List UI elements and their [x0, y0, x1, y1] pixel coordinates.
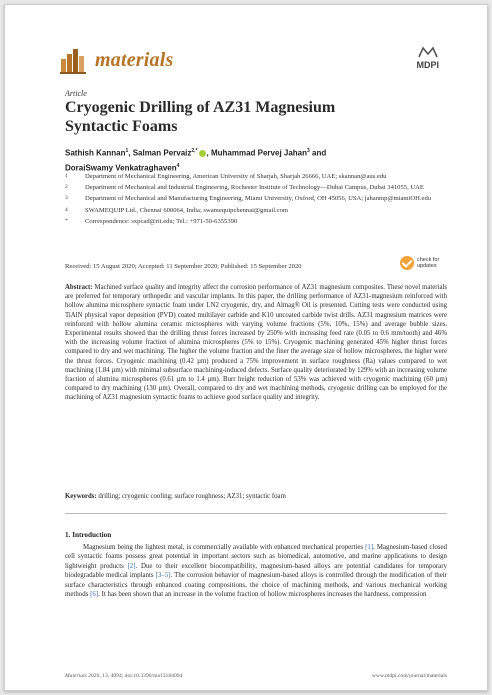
correspondence [65, 217, 445, 226]
affiliation-text: Department of Mechanical and Manufacturing Engineering, Miami University, Oxford, OH 45056, USA; jahanmp@miamiOH.edu [85, 195, 432, 203]
reference-link[interactable]: [1] [365, 544, 374, 551]
affiliation-number: 4 [65, 206, 68, 213]
author-name[interactable]: DoraiSwamy Venkatraghaven [65, 163, 177, 173]
affiliation-text: Correspondence: sxpcad@rit.edu; Tel.: +971-50-6355390 [85, 217, 238, 225]
paper-title: Cryogenic Drilling of AZ31 Magnesium Syntactic Foams [65, 99, 336, 135]
intro-text: . The corrosion behavior of magnesium-based alloys is controlled through the modification of their surface characteristics through enhanced coating compositions, the choice of machining methods, and various mechanical working methods [65, 572, 447, 599]
intro-text: . Magnesium-based closed cell syntactic foams possess great potential in important sectors such as biomedical, automotive, and marine applications to design lightweight products [65, 544, 447, 570]
article-type: Article [65, 89, 87, 98]
affiliation-text: Department of Mechanical and Industrial Engineering, Rochester Institute of Technology—Dubai Campus, Dubai 341055, UAE [85, 184, 424, 192]
author-name[interactable]: Salman Pervaiz [132, 148, 192, 158]
intro-text: . Due to their excellent biocompatibility, magnesium-based alloys are potential candidates for temporary biodegradable medical implants [65, 562, 447, 580]
publisher-name: MDPI [416, 60, 439, 70]
author-list: Sathish Kannan$^1$, Salman Pervaiz$^{2,*}$ , Muhammad Pervej Jahan$^3$ and DoraiSwamy Venkatraghaven$^4$ [65, 148, 327, 173]
journal-logo [59, 45, 173, 75]
checkmark-icon [400, 256, 414, 270]
orcid-icon[interactable] [199, 150, 206, 157]
affiliation-number: 3 [65, 195, 68, 202]
mdpi-logo [417, 45, 440, 70]
journal-url[interactable]: www.mdpi.com/journal/materials [371, 673, 447, 679]
citation-details: 2020, 13, 4094; doi:10.3390/ma13184094 [88, 673, 183, 679]
affiliation-text: Department of Mechanical Engineering, American University of Sharjah, Sharjah 26666, UAE; skannan@aus.edu [85, 173, 387, 180]
affiliation [65, 172, 445, 181]
journal-name: materials [95, 48, 174, 71]
affiliation-number: 2 [65, 184, 68, 191]
reference-link[interactable]: [6] [90, 591, 99, 599]
citation [65, 673, 182, 679]
affiliation-list [65, 172, 445, 228]
affiliation [65, 194, 445, 203]
abstract-label: Abstract: [65, 284, 93, 291]
affiliation-number: * [65, 217, 68, 224]
introduction-paragraph [65, 543, 447, 599]
intro-text: . It has been shown that an increase in the volume fraction of hollow microspheres increases the hardness, compression [98, 591, 427, 599]
author-sup: 4 [176, 162, 180, 169]
reference-link[interactable]: [3–5] [155, 572, 171, 580]
author-sup: 1 [125, 148, 129, 154]
author-sup: 2,* [191, 148, 198, 154]
affiliation-number: 1 [65, 173, 68, 179]
paper-page [4, 4, 488, 691]
author-name[interactable]: Muhammad Pervej Jahan [210, 148, 308, 158]
abstract [65, 283, 447, 403]
affiliation-text: SWAMEQUIP Ltd., Chennai 600064, India; swamequipchennai@gmail.com [85, 206, 289, 214]
keywords-label: Keywords: [65, 493, 97, 500]
abstract-text: Machined surface quality and integrity affect the corrosion performance of AZ31 magnesium composites. These novel materials are preferred for temporary orthopedic and vascular implants. In this paper, the drilling performance of AZ31-magnesium reinforced with hollow alumina microsphere syntactic foam under LN2 cryogenic, dry, and Almag® Oil is presented. Cutting tests were conducted using TiAlN physical vapor deposition (PVD) coated multilayer carbide and K10 uncoated carbide twist drills. AZ31 magnesium matrices were reinforced with hollow alumina ceramic microspheres with varying volume fractions (5%, 10%, 15%) and average bubble sizes. Experimental results showed that the drilling thrust forces increased by 250% with increasing feed rate (0.05 to 0.6 mm/tooth) and 46% with the increasing volume fraction of alumina microspheres (5% to 15%). Cryogenic machining generated 45% higher thrust forces compared to dry and wet machining. The higher the volume fraction and the finer the average size of hollow microspheres, the higher were the thrust forces. Cryogenic machining (0.42 µm) produced a 75% improvement in surface roughness (Ra) values compared to wet machining (1.84 µm) with minimal subsurface machining-induced defects. Surface quality deteriorated by 129% with an increasing volume fraction of alumina microspheres (0.61 µm to 1.4 µm). Burr height reduction of 53% was achieved with cryogenic machining (60 µm) compared to dry machining (130 µm). Overall, compared to dry and wet machining methods, cryogenic drilling can be employed for the machining of AZ31 magnesium syntactic foams to achieve good surface quality and integrity. [65, 284, 447, 402]
keywords [65, 493, 447, 500]
reference-link[interactable]: [2] [127, 562, 136, 570]
affiliation [65, 206, 445, 215]
author-name[interactable]: Sathish Kannan [65, 148, 126, 158]
affiliation [65, 183, 445, 192]
check-updates-line1: check for [417, 256, 440, 263]
intro-text: Magnesium being the lightest metal, is commercially available with enhanced mechanical properties [83, 544, 366, 551]
author-conjunction: and [312, 148, 327, 158]
section-divider [65, 513, 447, 514]
materials-logo-icon [59, 45, 89, 75]
section-heading: 1. Introduction [65, 531, 112, 539]
check-updates-label [417, 257, 439, 269]
check-for-updates-button[interactable] [400, 256, 439, 270]
mdpi-icon [417, 45, 439, 59]
keywords-text: drilling; cryogenic cooling; surface roughness; AZ31; syntactic foam [98, 493, 286, 500]
citation-journal: Materials [65, 673, 87, 679]
check-updates-line2: updates [417, 263, 437, 269]
publication-dates: Received: 15 August 2020; Accepted: 11 September 2020; Published: 15 September 2020 [65, 263, 302, 270]
author-sup: 3 [307, 148, 310, 154]
page-footer [65, 673, 447, 679]
